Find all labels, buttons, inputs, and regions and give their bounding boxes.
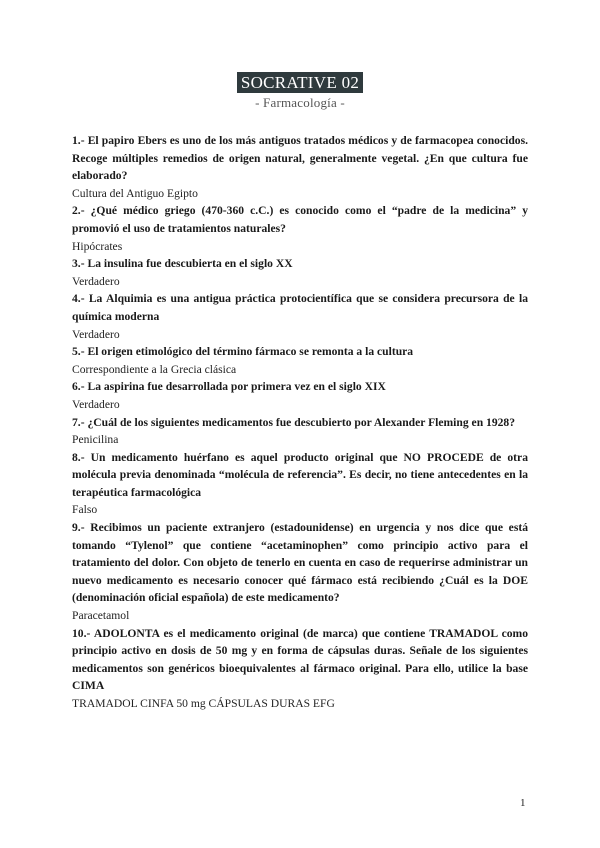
answer-text: Penicilina <box>72 433 119 447</box>
question-item <box>72 343 528 378</box>
page-header <box>0 72 600 111</box>
document-subtitle: - Farmacología - <box>255 95 345 110</box>
question-text: 10.- ADOLONTA es el medicamento original (de marca) que contiene TRAMADOL como principio activo en dosis de 50 mg y en forma de cápsulas duras. Señale de los siguientes medicamentos son genéricos bioequivalentes al fármaco original. Para ello, utilice la base CIMA <box>72 626 528 693</box>
questions-list <box>72 132 528 713</box>
question-text: 5.- El origen etimológico del término fármaco se remonta a la cultura <box>72 345 414 359</box>
question-text: 9.- Recibimos un paciente extranjero (estadounidense) en urgencia y nos dice que está tomando “Tylenol” que contiene “acetaminophen” como principio activo para el tratamiento del dolor. Con objeto de tenerlo en cuenta en caso de requerirse administrar un nuevo medicamento es necesario conocer qué fármaco está recibiendo ¿Cuál es la DOE (denominación oficial española) de este medicamento? <box>72 521 528 605</box>
question-item <box>72 290 528 343</box>
answer-text: Cultura del Antiguo Egipto <box>72 186 198 200</box>
answer-text: Hipócrates <box>72 239 123 253</box>
answer-text: Correspondiente a la Grecia clásica <box>72 362 237 376</box>
answer-text: Verdadero <box>72 327 120 341</box>
question-text: 6.- La aspirina fue desarrollada por primera vez en el siglo XIX <box>72 380 386 394</box>
question-text: 8.- Un medicamento huérfano es aquel producto original que NO PROCEDE de otra molécula previa denominada “molécula de referencia”. Es decir, no tiene antecedentes en la terapéutica farmacológica <box>72 450 528 499</box>
question-text: 3.- La insulina fue descubierta en el siglo XX <box>72 257 293 271</box>
question-text: 1.- El papiro Ebers es uno de los más antiguos tratados médicos y de farmacopea conocidos. Recoge múltiples remedios de origen natural, generalmente vegetal. ¿En que cultura fue elaborado? <box>72 134 528 183</box>
answer-text: TRAMADOL CINFA 50 mg CÁPSULAS DURAS EFG <box>72 697 335 710</box>
question-text: 4.- La Alquimia es una antigua práctica protocientífica que se considera precursora de la química moderna <box>72 292 528 323</box>
answer-text: Falso <box>72 503 98 517</box>
question-item <box>72 202 528 255</box>
question-item <box>72 519 528 625</box>
document-title: SOCRATIVE 02 <box>237 72 363 93</box>
question-text: 2.- ¿Qué médico griego (470-360 c.C.) es conocido como el “padre de la medicina” y promovió el uso de tratamientos naturales? <box>72 204 528 235</box>
question-item <box>72 132 528 202</box>
answer-text: Paracetamol <box>72 609 130 623</box>
page-number: 1 <box>520 797 526 809</box>
question-item <box>72 255 528 290</box>
question-item <box>72 378 528 413</box>
question-item <box>72 414 528 449</box>
answer-text: Verdadero <box>72 397 120 411</box>
question-item <box>72 449 528 519</box>
answer-text: Verdadero <box>72 274 120 288</box>
question-item <box>72 625 528 713</box>
question-text: 7.- ¿Cuál de los siguientes medicamentos fue descubierto por Alexander Fleming en 1928? <box>72 415 516 429</box>
